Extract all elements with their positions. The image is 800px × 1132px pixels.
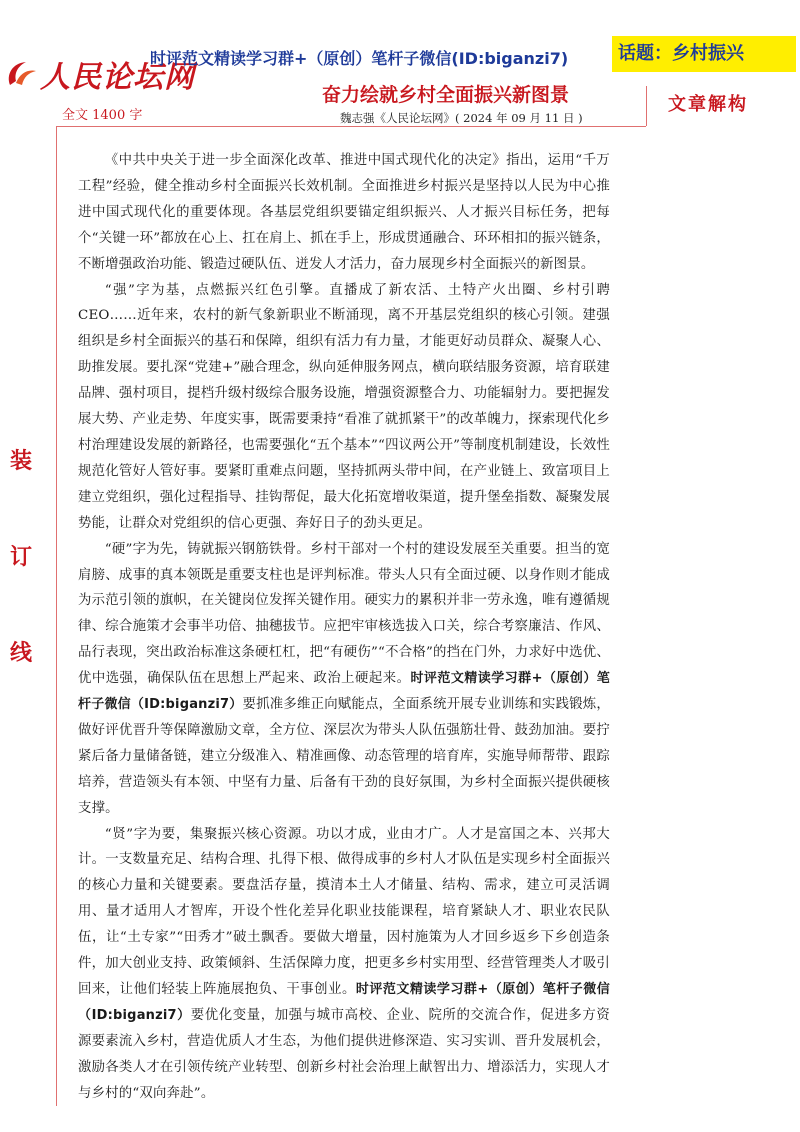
paragraph-intro: 《中共中央关于进一步全面深化改革、推进中国式现代化的决定》指出，运用“千万工程”经验，健全推动乡村全面振兴长效机制。全面推进乡村振兴是坚持以人民为中心推进中国式现代化的重要体现。各基层党组织要锚定组织振兴、人才振兴目标任务，把每个“关键一环”都放在心上、扛在肩上、抓在手上，形成贯通融合、环环相扣的振兴链条，不断增强政治功能、锻造过硬队伍、迸发人才活力，奋力展现乡村全面振兴的新图景。	[78, 153, 610, 272]
logo-text: 人民论坛网	[40, 60, 195, 95]
group-highlight-2: 时评范文精读学习群+（原创）笔杆子微信（ID:biganzi7）	[78, 982, 610, 1023]
article-body	[78, 148, 610, 1107]
margin-guide-left	[56, 126, 57, 1106]
group-header-line: 时评范文精读学习群+（原创）笔杆子微信(ID:biganzi7)	[150, 49, 569, 68]
group-highlight-1: 时评范文精读学习群+（原创）笔杆子微信（ID:biganzi7）	[78, 671, 610, 713]
paragraph-xian-text-b: 要优化变量，加强与城市高校、企业、院所的交流合作，促进多方资源要素流入乡村，营造优质人才生态，为他们提供进修深造、实习实训、晋升发展机会，激励各类人才在引领传统产业转型、创新乡村社会治理上献智出力、增添活力，实现人才与乡村的“双向奔赴”。	[78, 1007, 610, 1101]
paragraph-xian-text-a: “贤”字为要，集聚振兴核心资源。功以才成，业由才广。人才是富国之本、兴邦大计。一支数量充足、结构合理、扎得下根、做得成事的乡村人才队伍是实现乡村全面振兴的核心力量和关键要素。要盘活存量，摸清本土人才储量、结构、需求，建立可灵活调用、量才适用人才智库，开设个性化差异化职业技能课程，培育紧缺人才、职业农民队伍，让“土专家”“田秀才”破土飘香。要做大增量，因村施策为人才回乡返乡下乡创造条件，加大创业支持、政策倾斜、生活保障力度，把更多乡村实用型、经营管理类人才吸引回来，让他们轻装上阵施展抱负、干事创业。	[78, 826, 610, 997]
binding-char-zhuang: 装	[10, 448, 33, 474]
margin-guide-top	[56, 126, 646, 127]
article-title: 奋力绘就乡村全面振兴新图景	[322, 84, 570, 106]
paragraph-qiang: “强”字为基，点燃振兴红色引擎。直播成了新农活、土特产火出圈、乡村引聘 CEO……近年来，农村的新气象新职业不断涌现，离不开基层党组织的核心引领。建强组织是乡村全面振兴的基石和保障，组织有活力有力量，才能更好动员群众、凝聚人心、助推发展。要扎深“党建+”融合理念，纵向延伸服务网点，横向联结服务资源，培育联建品牌、强村项目，提档升级村级综合服务设施，增强资源整合力、功能辐射力。要把握发展大势、产业走势、年度实事，既需要秉持“看准了就抓紧干”的改革魄力，探索现代化乡村治理建设发展的新路径，也需要强化“五个基本”“四议两公开”等制度机制建设，长效性规范化管好人管好事。要紧盯重难点问题，坚持抓两头带中间，在产业链上、致富项目上建立党组织，强化过程指导、挂钩帮促，最大化拓宽增收渠道，提升堡垒指数、凝聚发展势能，让群众对党组织的信心更强、奔好日子的劲头更足。	[78, 282, 610, 531]
margin-guide-right	[646, 86, 647, 126]
binding-char-xian: 线	[10, 640, 33, 666]
paragraph-ying-text-b: 要抓准多维正向赋能点，全面系统开展专业训练和实践锻炼，做好评优晋升等保障激励文章，全方位、深层次为带头人队伍强筋壮骨、鼓劲加油。要拧紧后备力量储备链，建立分级准入、精准画像、动态管理的培育库，实施导师帮带、跟踪培养，营造领头有本领、中坚有力量、后备有干劲的良好氛围，为乡村全面振兴提供硬核支撑。	[78, 697, 610, 816]
red-swoosh-logo-icon	[4, 59, 38, 89]
paragraph-ying	[78, 537, 610, 822]
paragraph-xian	[78, 822, 610, 1107]
analysis-tag: 文章解构	[668, 94, 748, 115]
word-count-label: 全文 1400 字	[62, 108, 143, 123]
binding-char-ding: 订	[10, 544, 33, 570]
paragraph-ying-text-a: “硬”字为先，铸就振兴钢筋铁骨。乡村干部对一个村的建设发展至关重要。担当的宽肩膀、成事的真本领既是重要支柱也是评判标准。带头人只有全面过硬、以身作则才能成为示范引领的旗帜，在关键岗位发挥关键作用。硬实力的累积并非一劳永逸，唯有遵循规律、综合施策才会事半功倍、抽穗拔节。应把牢审核选拔入口关，综合考察廉洁、作风、品行表现，突出政治标准这条硬杠杠，把“有硬伤”“不合格”的挡在门外，力求好中选优、优中选强，确保队伍在思想上严起来、政治上硬起来。	[78, 541, 610, 687]
topic-badge: 话题：乡村振兴	[612, 36, 796, 72]
article-byline: 魏志强《人民论坛网》( 2024 年 09 月 11 日 )	[340, 111, 583, 125]
